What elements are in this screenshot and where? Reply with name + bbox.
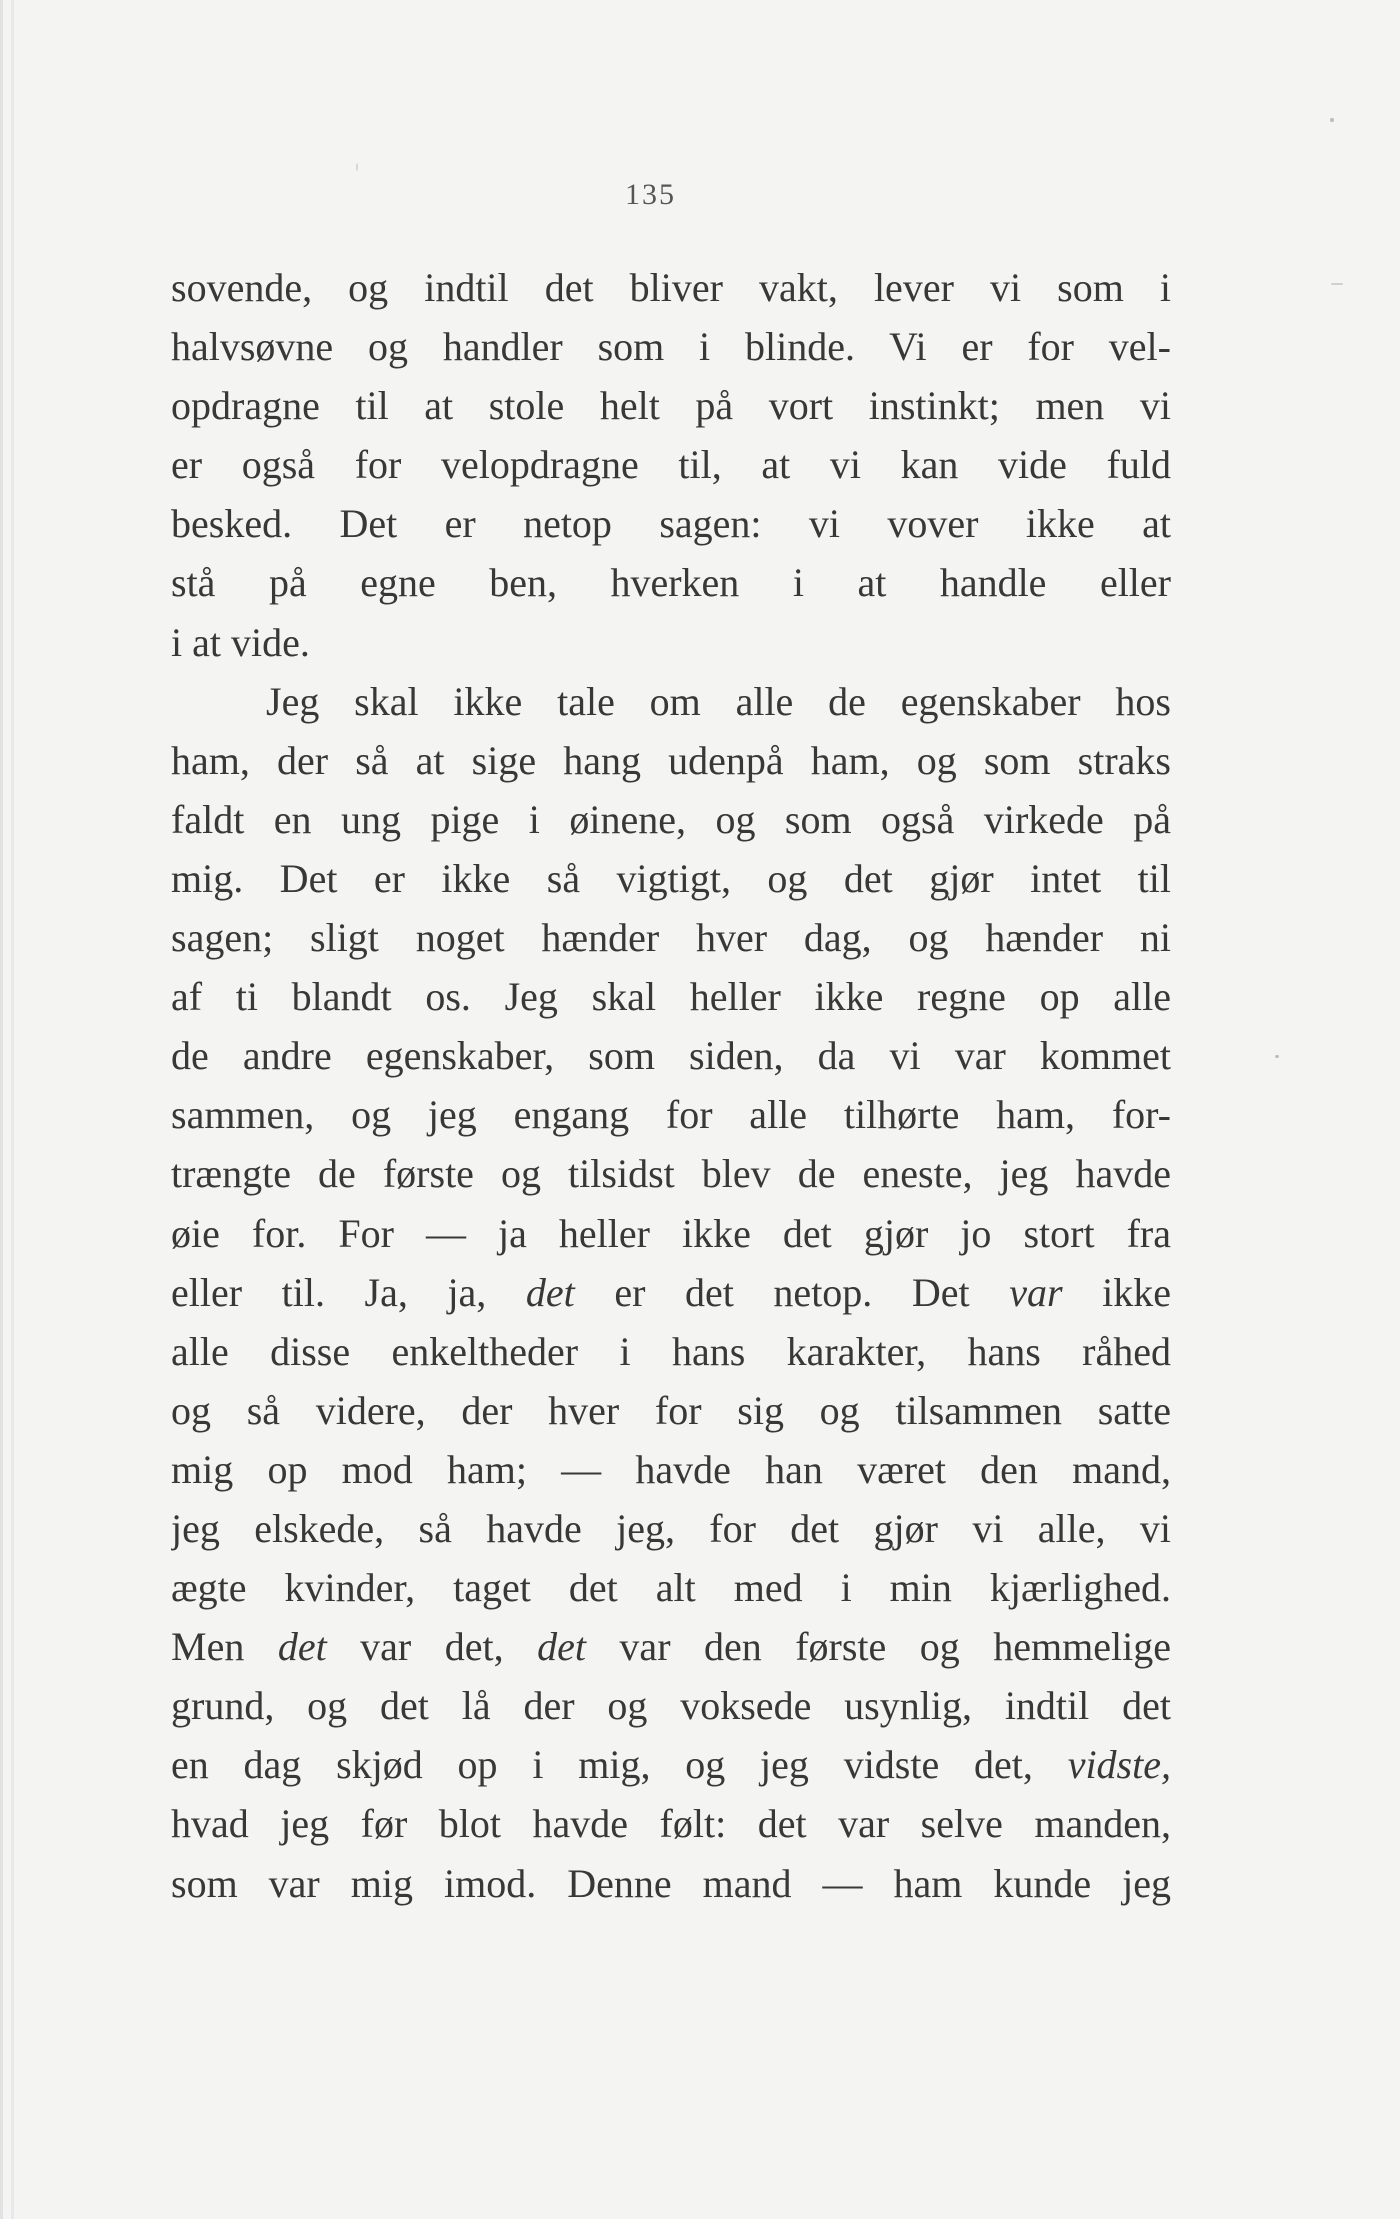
text-line: ham, der så at sige hang udenpå ham, og som straks xyxy=(171,737,1171,783)
text-run: var det, xyxy=(326,1624,538,1670)
text-line: de andre egenskaber, som siden, da vi var kommet xyxy=(171,1033,1171,1079)
text-run: en dag skjød op i mig, og jeg vidste det, xyxy=(171,1742,1068,1788)
italic-text: det xyxy=(537,1624,586,1670)
text-run: var den første og hemmelige xyxy=(585,1624,1171,1670)
paper-speck xyxy=(1331,283,1343,285)
text-line xyxy=(171,1263,1171,1322)
text-line: grund, og det lå der og voksede usynlig, indtil det xyxy=(171,1683,1171,1729)
text-line: hvad jeg før blot havde følt: det var selve manden, xyxy=(171,1801,1171,1847)
paragraph-start-line: Jeg skal ikke tale om alle de egenskaber hos xyxy=(266,678,1171,724)
text-run: Men xyxy=(171,1624,278,1670)
paper-speck xyxy=(356,163,358,171)
text-line: alle disse enkeltheder i hans karakter, hans råhed xyxy=(171,1328,1171,1374)
text-line: faldt en ung pige i øinene, og som også virkede på xyxy=(171,796,1171,842)
paper-speck xyxy=(1330,118,1334,122)
italic-text: vidste, xyxy=(1067,1742,1171,1788)
text-line: mig. Det er ikke så vigtigt, og det gjør intet til xyxy=(171,855,1171,901)
text-line: ægte kvinder, taget det alt med i min kjærlighed. xyxy=(171,1565,1171,1611)
paper-speck xyxy=(1275,1055,1279,1058)
text-line: af ti blandt os. Jeg skal heller ikke regne op alle xyxy=(171,974,1171,1020)
text-line: sovende, og indtil det bliver vakt, lever vi som i xyxy=(171,265,1171,310)
text-line: og så videre, der hver for sig og tilsammen satte xyxy=(171,1387,1171,1433)
text-line: mig op mod ham; — havde han været den mand, xyxy=(171,1446,1171,1492)
page-number: 135 xyxy=(625,178,676,211)
body-text xyxy=(171,258,1171,1913)
text-line: opdragne til at stole helt på vort instinkt; men vi xyxy=(171,383,1171,429)
text-line: stå på egne ben, hverken i at handle eller xyxy=(171,560,1171,606)
text-line: som var mig imod. Denne mand — ham kunde jeg xyxy=(171,1860,1171,1906)
text-run: eller til. Ja, ja, xyxy=(171,1269,526,1315)
italic-text: var xyxy=(1009,1269,1063,1315)
text-line: trængte de første og tilsidst blev de eneste, jeg havde xyxy=(171,1151,1171,1197)
text-line: jeg elskede, så havde jeg, for det gjør vi alle, vi xyxy=(171,1505,1171,1551)
text-line: besked. Det er netop sagen: vi vover ikke at xyxy=(171,501,1171,547)
italic-text: det xyxy=(277,1624,327,1670)
text-run: ikke xyxy=(1062,1269,1171,1315)
text-line: er også for velopdragne til, at vi kan vide fuld xyxy=(171,442,1171,488)
italic-text: det xyxy=(525,1269,575,1315)
text-line: sagen; sligt noget hænder hver dag, og hænder ni xyxy=(171,915,1171,961)
text-line xyxy=(171,1735,1171,1794)
text-line: i at vide. xyxy=(171,619,310,665)
text-run: er det netop. Det xyxy=(574,1269,1010,1315)
text-line: halvsøvne og handler som i blinde. Vi er for vel- xyxy=(171,324,1171,370)
text-line: sammen, og jeg engang for alle tilhørte ham, for- xyxy=(171,1092,1171,1138)
page-edge-shadow xyxy=(11,0,14,2219)
text-line xyxy=(171,1617,1171,1676)
text-line: øie for. For — ja heller ikke det gjør jo stort fra xyxy=(171,1210,1171,1256)
